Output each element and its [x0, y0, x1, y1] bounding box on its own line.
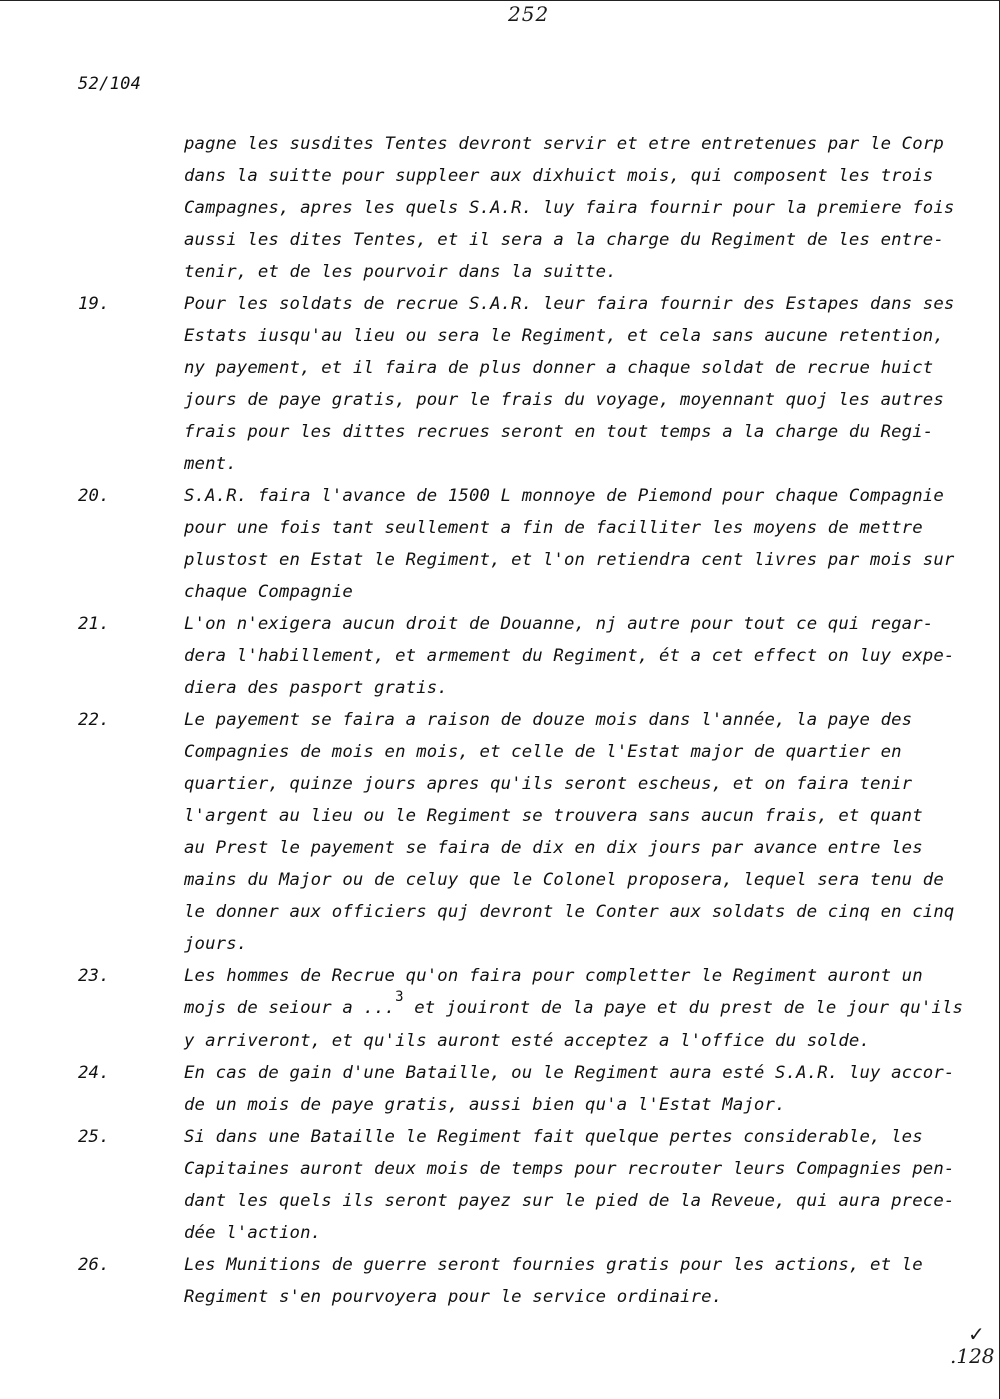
article-text [184, 960, 963, 1057]
text-line: Les hommes de Recrue qu'on faira pour completter le Regiment auront un [184, 966, 923, 986]
article-20 [78, 480, 955, 608]
text-line: frais pour les dittes recrues seront en tout temps a la charge du Regi- [184, 422, 934, 442]
intro-lines [184, 128, 954, 288]
article-number: 24. [78, 1063, 110, 1083]
text-line: ny payement, et il faira de plus donner a chaque soldat de recrue huict [184, 358, 934, 378]
text-line: dée l'action. [184, 1223, 322, 1243]
article-26 [78, 1249, 948, 1313]
text-line: Regiment s'en pourvoyera pour le service ordinaire. [184, 1287, 723, 1307]
text-line: plustost en Estat le Regiment, et l'on retiendra cent livres par mois sur [184, 550, 955, 570]
article-number: 23. [78, 966, 110, 986]
check-mark-icon: ✓ [968, 1322, 985, 1346]
text-line: ment. [184, 454, 237, 474]
article-number: 20. [78, 486, 110, 506]
text-fragment: mojs de seiour a ... [184, 998, 396, 1018]
text-line: Les Munitions de guerre seront fournies gratis pour les actions, et le [184, 1255, 923, 1275]
text-line: Pour les soldats de recrue S.A.R. leur faira fournir des Estapes dans ses [184, 294, 955, 314]
text-line: dans la suitte pour suppleer aux dixhuict mois, qui composent les trois [184, 166, 934, 186]
text-line: Estats iusqu'au lieu ou sera le Regiment, et cela sans aucune retention, [184, 326, 944, 346]
article-number: 19. [78, 294, 110, 314]
document-reference: 52/104 [78, 74, 142, 94]
text-line: quartier, quinze jours apres qu'ils seront escheus, et on faira tenir [184, 774, 913, 794]
text-line: Le payement se faira a raison de douze mois dans l'année, la paye des [184, 710, 913, 730]
article-21 [78, 608, 955, 704]
article-text [184, 480, 954, 608]
text-line: de un mois de paye gratis, aussi bien qu'a l'Estat Major. [184, 1095, 786, 1115]
text-line: pagne les susdites Tentes devront servir et etre entretenues par le Corp [184, 134, 944, 154]
text-line: Si dans une Bataille le Regiment fait quelque pertes considerable, les [184, 1127, 923, 1147]
article-19 [78, 288, 955, 480]
text-line [184, 989, 964, 1025]
article-text [184, 1057, 954, 1121]
text-line: En cas de gain d'une Bataille, ou le Regiment aura esté S.A.R. luy accor- [184, 1063, 955, 1083]
text-line: l'argent au lieu ou le Regiment se trouvera sans aucun frais, et quant [184, 806, 923, 826]
article-23 [78, 960, 964, 1057]
text-line: dera l'habillement, et armement du Regiment, ét a cet effect on luy expe- [184, 646, 955, 666]
text-line: Compagnies de mois en mois, et celle de l'Estat major de quartier en [184, 742, 902, 762]
footnote-marker: 3 [395, 989, 404, 1005]
intro-indent [78, 128, 184, 288]
article-24 [78, 1057, 955, 1121]
text-line: pour une fois tant seullement a fin de facilliter les moyens de mettre [184, 518, 923, 538]
text-line: au Prest le payement se faira de dix en dix jours par avance entre les [184, 838, 923, 858]
text-line: S.A.R. faira l'avance de 1500 L monnoye de Piemond pour chaque Compagnie [184, 486, 944, 506]
document-body [78, 128, 964, 1313]
text-line: Capitaines auront deux mois de temps pour recrouter leurs Compagnies pen- [184, 1159, 955, 1179]
article-number: 21. [78, 614, 110, 634]
text-line: tenir, et de les pourvoir dans la suitte. [184, 262, 617, 282]
article-number: 25. [78, 1127, 110, 1147]
article-text [184, 608, 954, 704]
article-text [184, 288, 954, 480]
text-line: jours de paye gratis, pour le frais du voyage, moyennant quoj les autres [184, 390, 944, 410]
handwritten-page-number: .128 [950, 1344, 995, 1368]
article-text [184, 1249, 948, 1313]
text-line: dant les quels ils seront payez sur le pied de la Reveue, qui aura prece- [184, 1191, 955, 1211]
handwritten-folio-number: 252 [508, 2, 550, 26]
article-text [184, 704, 954, 960]
text-line: aussi les dites Tentes, et il sera a la charge du Regiment de les entre- [184, 230, 944, 250]
article-22 [78, 704, 955, 960]
text-line: jours. [184, 934, 248, 954]
text-line: L'on n'exigera aucun droit de Douanne, nj autre pour tout ce qui regar- [184, 614, 934, 634]
text-line: diera des pasport gratis. [184, 678, 448, 698]
text-fragment: et jouiront de la paye et du prest de le jour qu'ils [403, 998, 964, 1018]
text-line: le donner aux officiers quj devront le Conter aux soldats de cinq en cinq [184, 902, 955, 922]
intro-paragraph [78, 128, 955, 288]
text-line: mains du Major ou de celuy que le Colonel proposera, lequel sera tenu de [184, 870, 944, 890]
article-25 [78, 1121, 955, 1249]
article-text [184, 1121, 954, 1249]
text-line: chaque Compagnie [184, 582, 353, 602]
article-number: 26. [78, 1255, 110, 1275]
page-border-top [0, 0, 1000, 1]
text-line: Campagnes, apres les quels S.A.R. luy faira fournir pour la premiere fois [184, 198, 955, 218]
text-line: y arriveront, et qu'ils auront esté acceptez a l'office du solde. [184, 1031, 871, 1051]
article-number: 22. [78, 710, 110, 730]
